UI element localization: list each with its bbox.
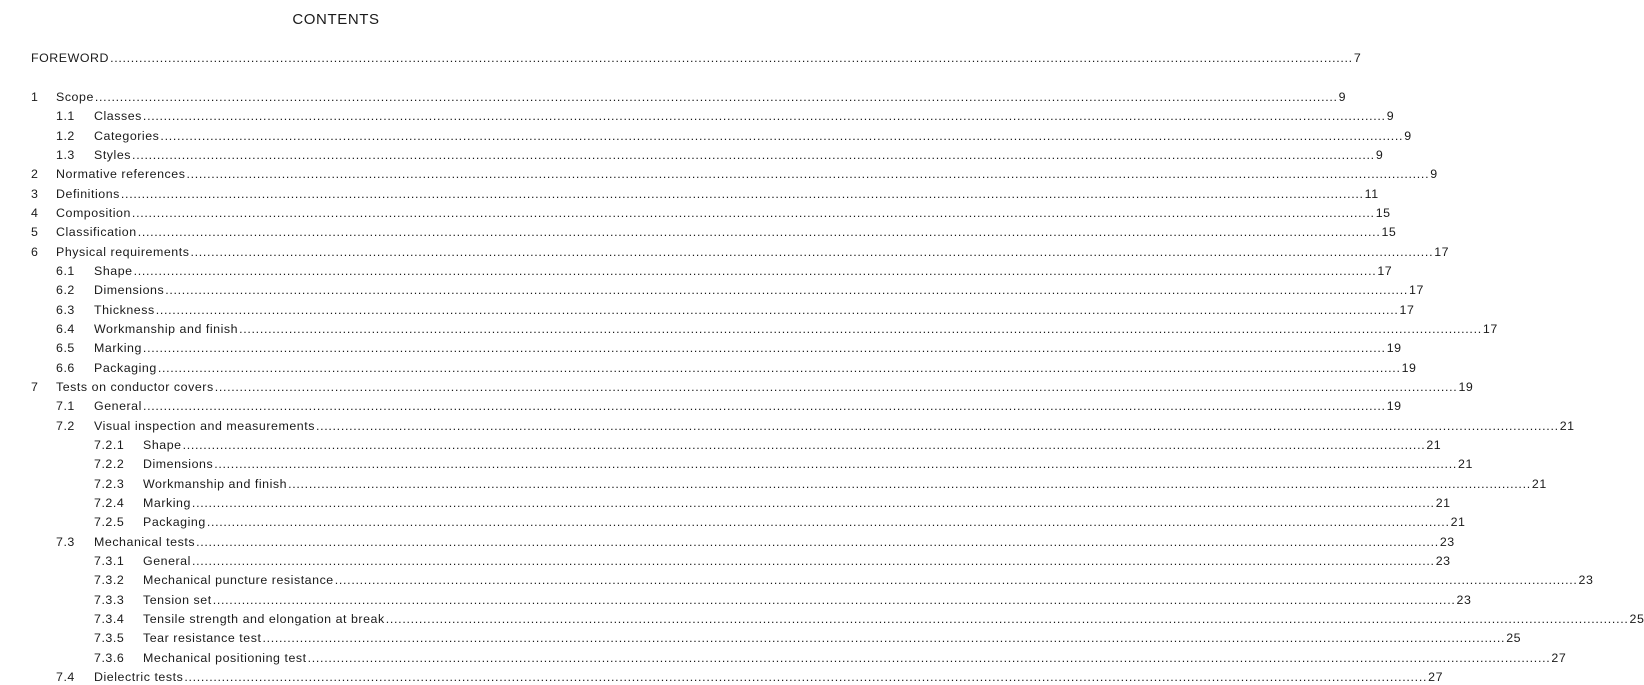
- toc-entry-title: Categories: [94, 129, 160, 143]
- toc-entry[interactable]: [0, 611, 1644, 627]
- toc-entry-page-number: 21: [1426, 438, 1442, 452]
- toc-entry[interactable]: [0, 89, 1347, 105]
- toc-entry-title: Dimensions: [94, 283, 165, 297]
- toc-entry-number: 6: [31, 245, 39, 259]
- toc-entry[interactable]: [0, 224, 1397, 240]
- dot-leader: ............................................................................................................................................................................................................................................................................................................: [142, 399, 1386, 413]
- dot-leader: ............................................................................................................................................................................................................................................................................................................: [142, 341, 1386, 355]
- dot-leader: ............................................................................................................................................................................................................................................................................................................: [214, 380, 1458, 394]
- toc-entry-page-number: 21: [1531, 477, 1547, 491]
- toc-entry[interactable]: [0, 572, 1594, 588]
- toc-entry[interactable]: [0, 534, 1455, 550]
- toc-entry[interactable]: [0, 592, 1472, 608]
- toc-entry-number: 7.2.3: [94, 477, 125, 491]
- toc-entry-page-number: 17: [1377, 264, 1393, 278]
- toc-entry-page-number: 9: [1375, 148, 1384, 162]
- toc-entry-number: 7.3.3: [94, 593, 125, 607]
- toc-entry-page-number: 25: [1629, 612, 1644, 626]
- toc-entry-title: Marking: [94, 341, 142, 355]
- dot-leader: ............................................................................................................................................................................................................................................................................................................: [132, 148, 1375, 162]
- dot-leader: ............................................................................................................................................................................................................................................................................................................: [142, 109, 1386, 123]
- toc-entry-number: 6.5: [56, 341, 75, 355]
- toc-entry[interactable]: [0, 476, 1547, 492]
- toc-entry-number: 7.2: [56, 419, 75, 433]
- toc-entry-number: 1: [31, 90, 39, 104]
- toc-entry-title: Definitions: [56, 187, 120, 201]
- toc-entry[interactable]: [0, 553, 1451, 569]
- toc-entry-title: Tension set: [143, 593, 212, 607]
- toc-entry-title: Tests on conductor covers: [56, 380, 214, 394]
- toc-entry[interactable]: [0, 379, 1474, 395]
- dot-leader: ............................................................................................................................................................................................................................................................................................................: [182, 438, 1426, 452]
- toc-entry[interactable]: [0, 205, 1391, 221]
- toc-entry-number: 2: [31, 167, 39, 181]
- toc-entry[interactable]: [0, 302, 1415, 318]
- toc-entry-page-number: 27: [1551, 651, 1567, 665]
- toc-entry-page-number: 23: [1578, 573, 1594, 587]
- toc-entry-page-number: 21: [1458, 457, 1473, 471]
- toc-entry[interactable]: [0, 418, 1575, 434]
- toc-entry-title: Scope: [56, 90, 94, 104]
- toc-entry-page-number: 15: [1381, 225, 1397, 239]
- dot-leader: ............................................................................................................................................................................................................................................................................................................: [206, 515, 1450, 529]
- toc-entry-number: 1.3: [56, 148, 75, 162]
- toc-entry-page-number: 11: [1364, 187, 1379, 201]
- toc-entry-title: Packaging: [143, 515, 206, 529]
- toc-entry-page-number: 19: [1401, 361, 1417, 375]
- dot-leader: ............................................................................................................................................................................................................................................................................................................: [120, 187, 1364, 201]
- toc-entry-number: 7.3: [56, 535, 75, 549]
- toc-entry-number: 7: [31, 380, 39, 394]
- dot-leader: ............................................................................................................................................................................................................................................................................................................: [186, 167, 1430, 181]
- toc-entry-page-number: 21: [1450, 515, 1466, 529]
- toc-entry-page-number: 9: [1386, 109, 1395, 123]
- toc-entry-number: 6.6: [56, 361, 75, 375]
- toc-entry[interactable]: [0, 630, 1522, 646]
- dot-leader: ............................................................................................................................................................................................................................................................................................................: [184, 670, 1428, 684]
- toc-entry-page-number: 23: [1456, 593, 1472, 607]
- toc-entry[interactable]: [0, 669, 1444, 685]
- toc-entry-number: 7.3.6: [94, 651, 125, 665]
- dot-leader: ............................................................................................................................................................................................................................................................................................................: [94, 90, 1338, 104]
- toc-entry-page-number: 19: [1386, 399, 1402, 413]
- dot-leader: ............................................................................................................................................................................................................................................................................................................: [262, 631, 1506, 645]
- toc-entry[interactable]: [0, 495, 1451, 511]
- toc-entry[interactable]: [0, 340, 1402, 356]
- toc-entry-number: 1.1: [56, 109, 75, 123]
- toc-entry[interactable]: [0, 282, 1424, 298]
- toc-entry-number: 7.3.1: [94, 554, 125, 568]
- toc-entry-title: Workmanship and finish: [143, 477, 288, 491]
- toc-entry[interactable]: [0, 398, 1402, 414]
- toc-entry-page-number: 23: [1439, 535, 1455, 549]
- toc-entry[interactable]: [0, 650, 1567, 666]
- toc-entry[interactable]: [0, 166, 1438, 182]
- toc-entry-number: 1.2: [56, 129, 75, 143]
- toc-entry-title: Normative references: [56, 167, 186, 181]
- toc-entry-title: Packaging: [94, 361, 157, 375]
- toc-entry[interactable]: [0, 128, 1412, 144]
- toc-entry-number: 7.2.5: [94, 515, 125, 529]
- dot-leader: ............................................................................................................................................................................................................................................................................................................: [137, 225, 1381, 239]
- toc-entry-title: Physical requirements: [56, 245, 190, 259]
- dot-leader: ............................................................................................................................................................................................................................................................................................................: [385, 612, 1629, 626]
- toc-entry-number: 7.2.4: [94, 496, 125, 510]
- toc-entry[interactable]: [0, 186, 1379, 202]
- toc-entry-page-number: 23: [1435, 554, 1451, 568]
- toc-entry[interactable]: [0, 108, 1395, 124]
- toc-entry-number: 5: [31, 225, 39, 239]
- toc-entry[interactable]: [0, 244, 1450, 260]
- toc-entry-page-number: 7: [1353, 51, 1362, 65]
- toc-entry-page-number: 17: [1482, 322, 1498, 336]
- toc-entry-title: Marking: [143, 496, 191, 510]
- toc-entry-title: General: [94, 399, 142, 413]
- toc-entry-title: Visual inspection and measurements: [94, 419, 315, 433]
- toc-entry-title: General: [143, 554, 191, 568]
- toc-entry-title: Mechanical puncture resistance: [143, 573, 334, 587]
- toc-entry-page-number: 9: [1404, 129, 1412, 143]
- toc-entry-number: 7.3.2: [94, 573, 125, 587]
- toc-entry-number: 7.2.1: [94, 438, 125, 452]
- toc-entry[interactable]: [0, 437, 1442, 453]
- toc-entry-number: 4: [31, 206, 39, 220]
- dot-leader: ............................................................................................................................................................................................................................................................................................................: [288, 477, 1531, 491]
- toc-entry-title: Shape: [143, 438, 182, 452]
- dot-leader: ............................................................................................................................................................................................................................................................................................................: [334, 573, 1578, 587]
- dot-leader: ............................................................................................................................................................................................................................................................................................................: [214, 457, 1457, 471]
- dot-leader: ............................................................................................................................................................................................................................................................................................................: [155, 303, 1399, 317]
- toc-entry[interactable]: [0, 321, 1498, 337]
- toc-entry-number: 7.3.5: [94, 631, 125, 645]
- toc-entry-page-number: 9: [1338, 90, 1347, 104]
- toc-entry-number: 7.2.2: [94, 457, 125, 471]
- toc-entry-number: 3: [31, 187, 39, 201]
- toc-entry-title: Tear resistance test: [143, 631, 262, 645]
- dot-leader: ............................................................................................................................................................................................................................................................................................................: [315, 419, 1559, 433]
- dot-leader: ............................................................................................................................................................................................................................................................................................................: [165, 283, 1408, 297]
- dot-leader: ............................................................................................................................................................................................................................................................................................................: [196, 535, 1439, 549]
- toc-entry-page-number: 9: [1430, 167, 1438, 181]
- dot-leader: ............................................................................................................................................................................................................................................................................................................: [160, 129, 1404, 143]
- toc-entry[interactable]: [0, 360, 1417, 376]
- toc-entry-page-number: 27: [1428, 670, 1444, 684]
- toc-entry-title: Shape: [94, 264, 133, 278]
- toc-entry-title: Classification: [56, 225, 137, 239]
- toc-entry-page-number: 25: [1506, 631, 1522, 645]
- toc-entry-number: 6.2: [56, 283, 75, 297]
- toc-entry-page-number: 17: [1434, 245, 1450, 259]
- toc-entry-number: 7.3.4: [94, 612, 125, 626]
- toc-entry-number: 7.4: [56, 670, 75, 684]
- toc-entry-title: Classes: [94, 109, 142, 123]
- toc-entry-title: Thickness: [94, 303, 155, 317]
- toc-entry-title: FOREWORD: [31, 51, 110, 65]
- dot-leader: ............................................................................................................................................................................................................................................................................................................: [212, 593, 1456, 607]
- dot-leader: ............................................................................................................................................................................................................................................................................................................: [239, 322, 1482, 336]
- toc-entry-page-number: 19: [1458, 380, 1474, 394]
- dot-leader: ............................................................................................................................................................................................................................................................................................................: [190, 245, 1434, 259]
- toc-entry-title: Tensile strength and elongation at break: [143, 612, 385, 626]
- toc-entry-page-number: 21: [1435, 496, 1451, 510]
- dot-leader: ............................................................................................................................................................................................................................................................................................................: [191, 554, 1435, 568]
- toc-entry-number: 6.4: [56, 322, 75, 336]
- toc-entry-number: 6.3: [56, 303, 75, 317]
- dot-leader: ............................................................................................................................................................................................................................................................................................................: [191, 496, 1435, 510]
- dot-leader: ............................................................................................................................................................................................................................................................................................................: [157, 361, 1401, 375]
- toc-entry-title: Composition: [56, 206, 131, 220]
- toc-entry-title: Styles: [94, 148, 132, 162]
- toc-entry-page-number: 21: [1559, 419, 1575, 433]
- toc-entry-page-number: 15: [1375, 206, 1391, 220]
- toc-entry[interactable]: [0, 50, 1362, 66]
- dot-leader: ............................................................................................................................................................................................................................................................................................................: [110, 51, 1353, 65]
- toc-entry-title: Dielectric tests: [94, 670, 184, 684]
- dot-leader: ............................................................................................................................................................................................................................................................................................................: [307, 651, 1551, 665]
- dot-leader: ............................................................................................................................................................................................................................................................................................................: [131, 206, 1375, 220]
- page-title: CONTENTS: [292, 11, 380, 28]
- toc-entry-number: 7.1: [56, 399, 75, 413]
- toc-entry-title: Mechanical tests: [94, 535, 196, 549]
- toc-entry-page-number: 19: [1386, 341, 1402, 355]
- toc-entry-page-number: 17: [1409, 283, 1424, 297]
- toc-entry[interactable]: [0, 456, 1473, 472]
- toc-entry-number: 6.1: [56, 264, 75, 278]
- toc-entry[interactable]: [0, 514, 1466, 530]
- toc-entry-title: Dimensions: [143, 457, 214, 471]
- toc-entry-page-number: 17: [1399, 303, 1415, 317]
- toc-entry-title: Mechanical positioning test: [143, 651, 307, 665]
- toc-entry[interactable]: [0, 147, 1384, 163]
- toc-entry-title: Workmanship and finish: [94, 322, 239, 336]
- toc-entry[interactable]: [0, 263, 1393, 279]
- dot-leader: ............................................................................................................................................................................................................................................................................................................: [133, 264, 1377, 278]
